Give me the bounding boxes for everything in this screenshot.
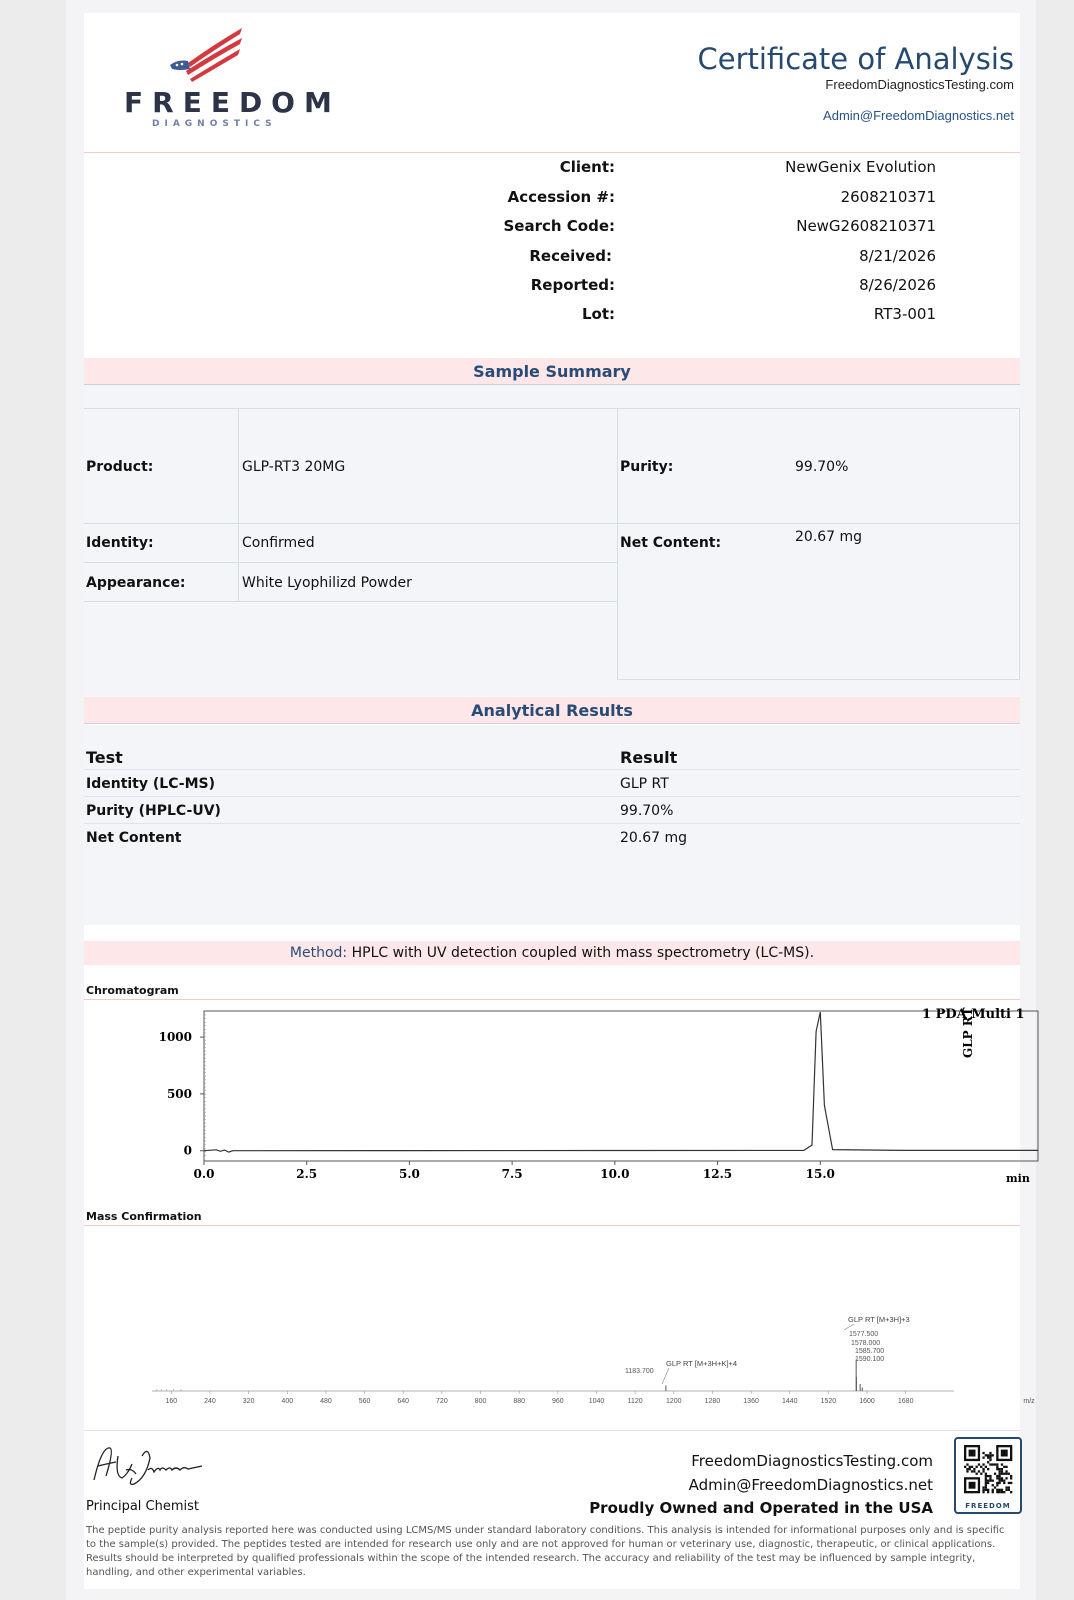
qr-module	[992, 1480, 994, 1482]
qr-module	[969, 1468, 971, 1470]
qr-module	[969, 1466, 971, 1468]
net-content-label: Net Content:	[620, 535, 722, 551]
purity-label: Purity:	[620, 459, 674, 475]
page-title: Certificate of Analysis	[697, 42, 1014, 76]
signatory-role: Principal Chemist	[86, 1499, 199, 1514]
method-text: HPLC with UV detection coupled with mass spectrometry (LC-MS).	[347, 945, 815, 961]
qr-module	[999, 1489, 1001, 1491]
qr-module	[985, 1482, 987, 1484]
mass-x-tick-label: 1520	[820, 1398, 837, 1405]
qr-finder	[969, 1482, 976, 1489]
chromatogram-x-tick-label: 7.5	[501, 1167, 523, 1181]
appearance-value: White Lyophilizd Powder	[242, 575, 412, 591]
accession-value: 2608210371	[840, 188, 936, 206]
qr-module	[987, 1482, 989, 1484]
qr-module	[1001, 1470, 1003, 1472]
mass-x-tick-label: m/z	[1023, 1398, 1035, 1405]
footer-tagline: Proudly Owned and Operated in the USA	[589, 1499, 933, 1517]
qr-module	[996, 1482, 998, 1484]
qr-module	[994, 1486, 996, 1488]
mass-value-label: 1577.500	[849, 1331, 879, 1338]
mass-x-tick-label: 1120	[627, 1398, 643, 1405]
result-cell: 20.67 mg	[620, 830, 688, 846]
qr-module	[989, 1452, 991, 1454]
mass-x-tick-label: 880	[513, 1398, 526, 1405]
test-cell: Net Content	[86, 830, 182, 846]
lot-value: RT3-001	[873, 305, 936, 323]
qr-module	[987, 1468, 989, 1470]
mass-x-tick-label: 1600	[859, 1398, 875, 1405]
footer-website-link[interactable]: FreedomDiagnosticsTesting.com	[691, 1452, 933, 1470]
table-row	[84, 798, 1020, 824]
chromatogram-trace-line	[204, 1012, 1038, 1152]
qr-module	[978, 1463, 980, 1465]
mass-value-label: 1578.000	[851, 1340, 881, 1347]
qr-module	[1003, 1473, 1005, 1475]
qr-module	[1003, 1480, 1005, 1482]
search-code-label: Search Code:	[503, 217, 615, 235]
mass-x-tick-label: 480	[320, 1398, 332, 1405]
chromatogram-chart	[84, 1000, 1030, 1200]
footer-divider	[84, 1430, 1020, 1431]
qr-module	[1001, 1489, 1003, 1491]
logo-subtitle: DIAGNOSTICS	[152, 119, 277, 129]
qr-module	[987, 1480, 989, 1482]
purity-value: 99.70%	[795, 459, 849, 475]
lot-label: Lot:	[581, 305, 615, 323]
received-value: 8/21/2026	[859, 247, 936, 265]
chromatogram-label: Chromatogram	[86, 984, 179, 997]
qr-module	[999, 1468, 1001, 1470]
qr-module	[1008, 1489, 1010, 1491]
qr-code-icon	[956, 1439, 1020, 1497]
chromatogram-x-tick-label: 5.0	[398, 1167, 420, 1181]
qr-module	[989, 1463, 991, 1465]
mass-x-tick-label: 640	[397, 1398, 410, 1405]
qr-module	[989, 1480, 991, 1482]
qr-module	[999, 1477, 1001, 1479]
summary-col-border	[238, 408, 239, 601]
qr-module	[996, 1489, 998, 1491]
qr-module	[971, 1466, 973, 1468]
qr-module	[987, 1491, 989, 1493]
chromatogram-frame	[204, 1011, 1038, 1161]
method-label: Method:	[289, 945, 348, 961]
qr-module	[1001, 1480, 1003, 1482]
qr-caption: FREEDOM	[965, 1502, 1011, 1510]
qr-module	[1005, 1486, 1007, 1488]
qr-module	[964, 1466, 966, 1468]
search-code-value: NewG2608210371	[796, 217, 936, 235]
accession-label: Accession #:	[507, 188, 615, 206]
identity-value: Confirmed	[242, 535, 315, 551]
qr-module	[1003, 1466, 1005, 1468]
qr-module	[1010, 1477, 1012, 1479]
qr-module	[966, 1470, 968, 1472]
mass-x-tick-label: 1440	[781, 1398, 798, 1405]
qr-module	[982, 1457, 984, 1459]
qr-module	[1001, 1463, 1003, 1465]
qr-module	[992, 1463, 994, 1465]
qr-module	[982, 1470, 984, 1472]
qr-module	[1001, 1477, 1003, 1479]
mass-x-tick-label: 160	[165, 1398, 178, 1405]
qr-module	[987, 1457, 989, 1459]
analytical-results-heading: Analytical Results	[84, 697, 1020, 724]
net-content-value: 20.67 mg	[795, 529, 863, 545]
qr-module	[999, 1480, 1001, 1482]
qr-module	[982, 1489, 984, 1491]
mass-value-label: 1585.700	[855, 1348, 885, 1355]
qr-module	[999, 1491, 1001, 1493]
qr-module	[996, 1491, 998, 1493]
qr-module	[989, 1477, 991, 1479]
qr-module	[999, 1475, 1001, 1477]
qr-module	[973, 1468, 975, 1470]
product-label: Product:	[86, 459, 154, 475]
qr-module	[1005, 1466, 1007, 1468]
mass-peak-label-secondary: GLP RT [M+3H+K]+4	[666, 1359, 738, 1368]
qr-module	[971, 1470, 973, 1472]
mass-spectrum-chart	[84, 1226, 1035, 1416]
qr-module	[1008, 1473, 1010, 1475]
qr-module	[1008, 1482, 1010, 1484]
qr-finder	[1001, 1450, 1008, 1457]
received-label: Received:	[529, 247, 612, 265]
footer-email-link[interactable]: Admin@FreedomDiagnostics.net	[688, 1476, 933, 1494]
qr-module	[966, 1468, 968, 1470]
mass-x-tick-label: 1360	[743, 1398, 759, 1405]
chromatogram-legend: 1 PDA Multi 1	[922, 1007, 1025, 1022]
header-website-link[interactable]: FreedomDiagnosticsTesting.com	[825, 77, 1014, 92]
sample-summary-heading: Sample Summary	[84, 358, 1020, 385]
qr-module	[982, 1468, 984, 1470]
mass-x-tick-label: 1040	[588, 1398, 605, 1405]
sample-summary-panel	[84, 385, 1020, 698]
qr-module	[999, 1482, 1001, 1484]
qr-module	[996, 1477, 998, 1479]
qr-module	[992, 1491, 994, 1493]
result-column-header: Result	[620, 748, 678, 767]
result-cell: 99.70%	[620, 803, 674, 819]
qr-module	[980, 1473, 982, 1475]
qr-module	[1005, 1470, 1007, 1472]
qr-module	[999, 1473, 1001, 1475]
qr-module	[996, 1463, 998, 1465]
qr-module	[999, 1470, 1001, 1472]
qr-module	[987, 1475, 989, 1477]
chromatogram-x-tick-label: 10.0	[600, 1167, 630, 1181]
summary-row-border	[84, 523, 1020, 524]
test-cell: Identity (LC-MS)	[86, 776, 216, 792]
qr-module	[985, 1484, 987, 1486]
qr-module	[982, 1463, 984, 1465]
qr-module	[973, 1470, 975, 1472]
mass-x-tick-label: 320	[242, 1398, 255, 1405]
mass-x-tick-label: 960	[551, 1398, 564, 1405]
qr-module	[1005, 1489, 1007, 1491]
identity-label: Identity:	[86, 535, 154, 551]
chromatogram-y-tick-label: 0	[183, 1143, 192, 1158]
qr-module	[966, 1463, 968, 1465]
summary-col-border	[617, 408, 618, 679]
qr-module	[996, 1484, 998, 1486]
chromatogram-x-unit: min	[1006, 1172, 1030, 1185]
method-band	[84, 941, 1020, 965]
qr-module	[987, 1489, 989, 1491]
client-label: Client:	[559, 158, 615, 176]
mass-confirmation-label: Mass Confirmation	[86, 1210, 202, 1223]
client-value: NewGenix Evolution	[785, 158, 936, 176]
qr-module	[1010, 1475, 1012, 1477]
mass-x-tick-label: 400	[281, 1398, 294, 1405]
chromatogram-x-tick-label: 2.5	[296, 1167, 318, 1181]
qr-module	[976, 1473, 978, 1475]
qr-module	[1003, 1491, 1005, 1493]
chromatogram-x-tick-label: 0.0	[193, 1167, 215, 1181]
qr-module	[1005, 1473, 1007, 1475]
qr-module	[982, 1452, 984, 1454]
qr-module	[987, 1454, 989, 1456]
qr-module	[1010, 1491, 1012, 1493]
qr-module	[985, 1473, 987, 1475]
reported-value: 8/26/2026	[859, 276, 936, 294]
qr-module	[1001, 1473, 1003, 1475]
chromatogram-x-tick-label: 15.0	[805, 1167, 835, 1181]
mass-x-tick-label: 1200	[665, 1398, 682, 1405]
qr-module	[980, 1466, 982, 1468]
qr-module	[996, 1468, 998, 1470]
logo-wordmark: FREEDOM	[124, 86, 341, 119]
mass-x-tick-label: 240	[204, 1398, 216, 1405]
qr-module	[992, 1489, 994, 1491]
qr-module	[1010, 1482, 1012, 1484]
signature-image	[88, 1436, 208, 1492]
qr-module	[989, 1475, 991, 1477]
reported-label: Reported:	[530, 276, 615, 294]
qr-badge[interactable]	[954, 1437, 1022, 1514]
results-header-row	[84, 745, 1020, 770]
mass-value-label: 1590.100	[855, 1356, 885, 1363]
qr-module	[976, 1466, 978, 1468]
qr-module	[994, 1473, 996, 1475]
result-cell: GLP RT	[620, 776, 669, 792]
appearance-label: Appearance:	[86, 575, 186, 591]
mass-x-tick-label: 720	[436, 1398, 448, 1405]
test-column-header: Test	[86, 748, 123, 767]
qr-module	[985, 1480, 987, 1482]
flag-eagle-logo-icon	[168, 25, 248, 83]
qr-module	[989, 1457, 991, 1459]
qr-module	[985, 1477, 987, 1479]
qr-module	[989, 1459, 991, 1461]
qr-module	[985, 1489, 987, 1491]
summary-row-border	[84, 562, 617, 563]
qr-module	[992, 1484, 994, 1486]
qr-module	[1001, 1491, 1003, 1493]
qr-module	[996, 1475, 998, 1477]
mass-value-label: 1183.700	[625, 1368, 654, 1375]
qr-module	[989, 1454, 991, 1456]
qr-module	[985, 1454, 987, 1456]
mass-leader-line	[662, 1368, 669, 1384]
qr-module	[982, 1491, 984, 1493]
table-row	[84, 825, 1020, 850]
chromatogram-peak-label: GLP RT	[961, 1007, 975, 1058]
qr-finder	[969, 1450, 976, 1457]
qr-module	[982, 1486, 984, 1488]
qr-module	[978, 1470, 980, 1472]
chromatogram-y-tick-label: 1000	[158, 1030, 192, 1045]
table-row	[84, 771, 1020, 797]
summary-top-border	[84, 408, 1020, 409]
summary-right-bottom	[617, 679, 1020, 680]
mass-x-tick-label: 1680	[897, 1398, 914, 1405]
product-value: GLP-RT3 20MG	[242, 459, 346, 475]
qr-module	[996, 1466, 998, 1468]
header-email-link[interactable]: Admin@FreedomDiagnostics.net	[823, 108, 1014, 123]
mass-peak-label-main: GLP RT [M+3H]+3	[848, 1315, 910, 1324]
disclaimer-text: The peptide purity analysis reported here was conducted using LCMS/MS under standard laboratory conditions. This analysis is intended for informational purposes only and is specific to the sample(s) provided. The peptides tested are intended for research use only and are not approved for human or veterinary use, diagnostic, therapeutic, or clinical applications. Results should be interpreted by qualified professionals within the scope of the intended research. The accuracy and reliability of the test may be influenced by sample integrity, handling, and other experimental variables.	[86, 1525, 1005, 1578]
mass-x-tick-label: 1280	[704, 1398, 721, 1405]
mass-x-tick-label: 800	[474, 1398, 487, 1405]
chromatogram-x-tick-label: 12.5	[702, 1167, 733, 1181]
summary-row-border	[84, 601, 617, 602]
qr-module	[985, 1466, 987, 1468]
qr-module	[994, 1463, 996, 1465]
qr-module	[1008, 1486, 1010, 1488]
mass-leader-line	[844, 1324, 854, 1330]
summary-right-border	[1019, 408, 1020, 679]
test-cell: Purity (HPLC-UV)	[86, 803, 221, 819]
qr-module	[1005, 1477, 1007, 1479]
qr-module	[987, 1461, 989, 1463]
qr-module	[1001, 1468, 1003, 1470]
qr-module	[1003, 1482, 1005, 1484]
chromatogram-y-tick-label: 500	[166, 1086, 192, 1101]
mass-x-tick-label: 560	[358, 1398, 371, 1405]
qr-module	[985, 1486, 987, 1488]
qr-module	[985, 1475, 987, 1477]
header-divider	[84, 152, 1020, 153]
qr-module	[992, 1454, 994, 1456]
